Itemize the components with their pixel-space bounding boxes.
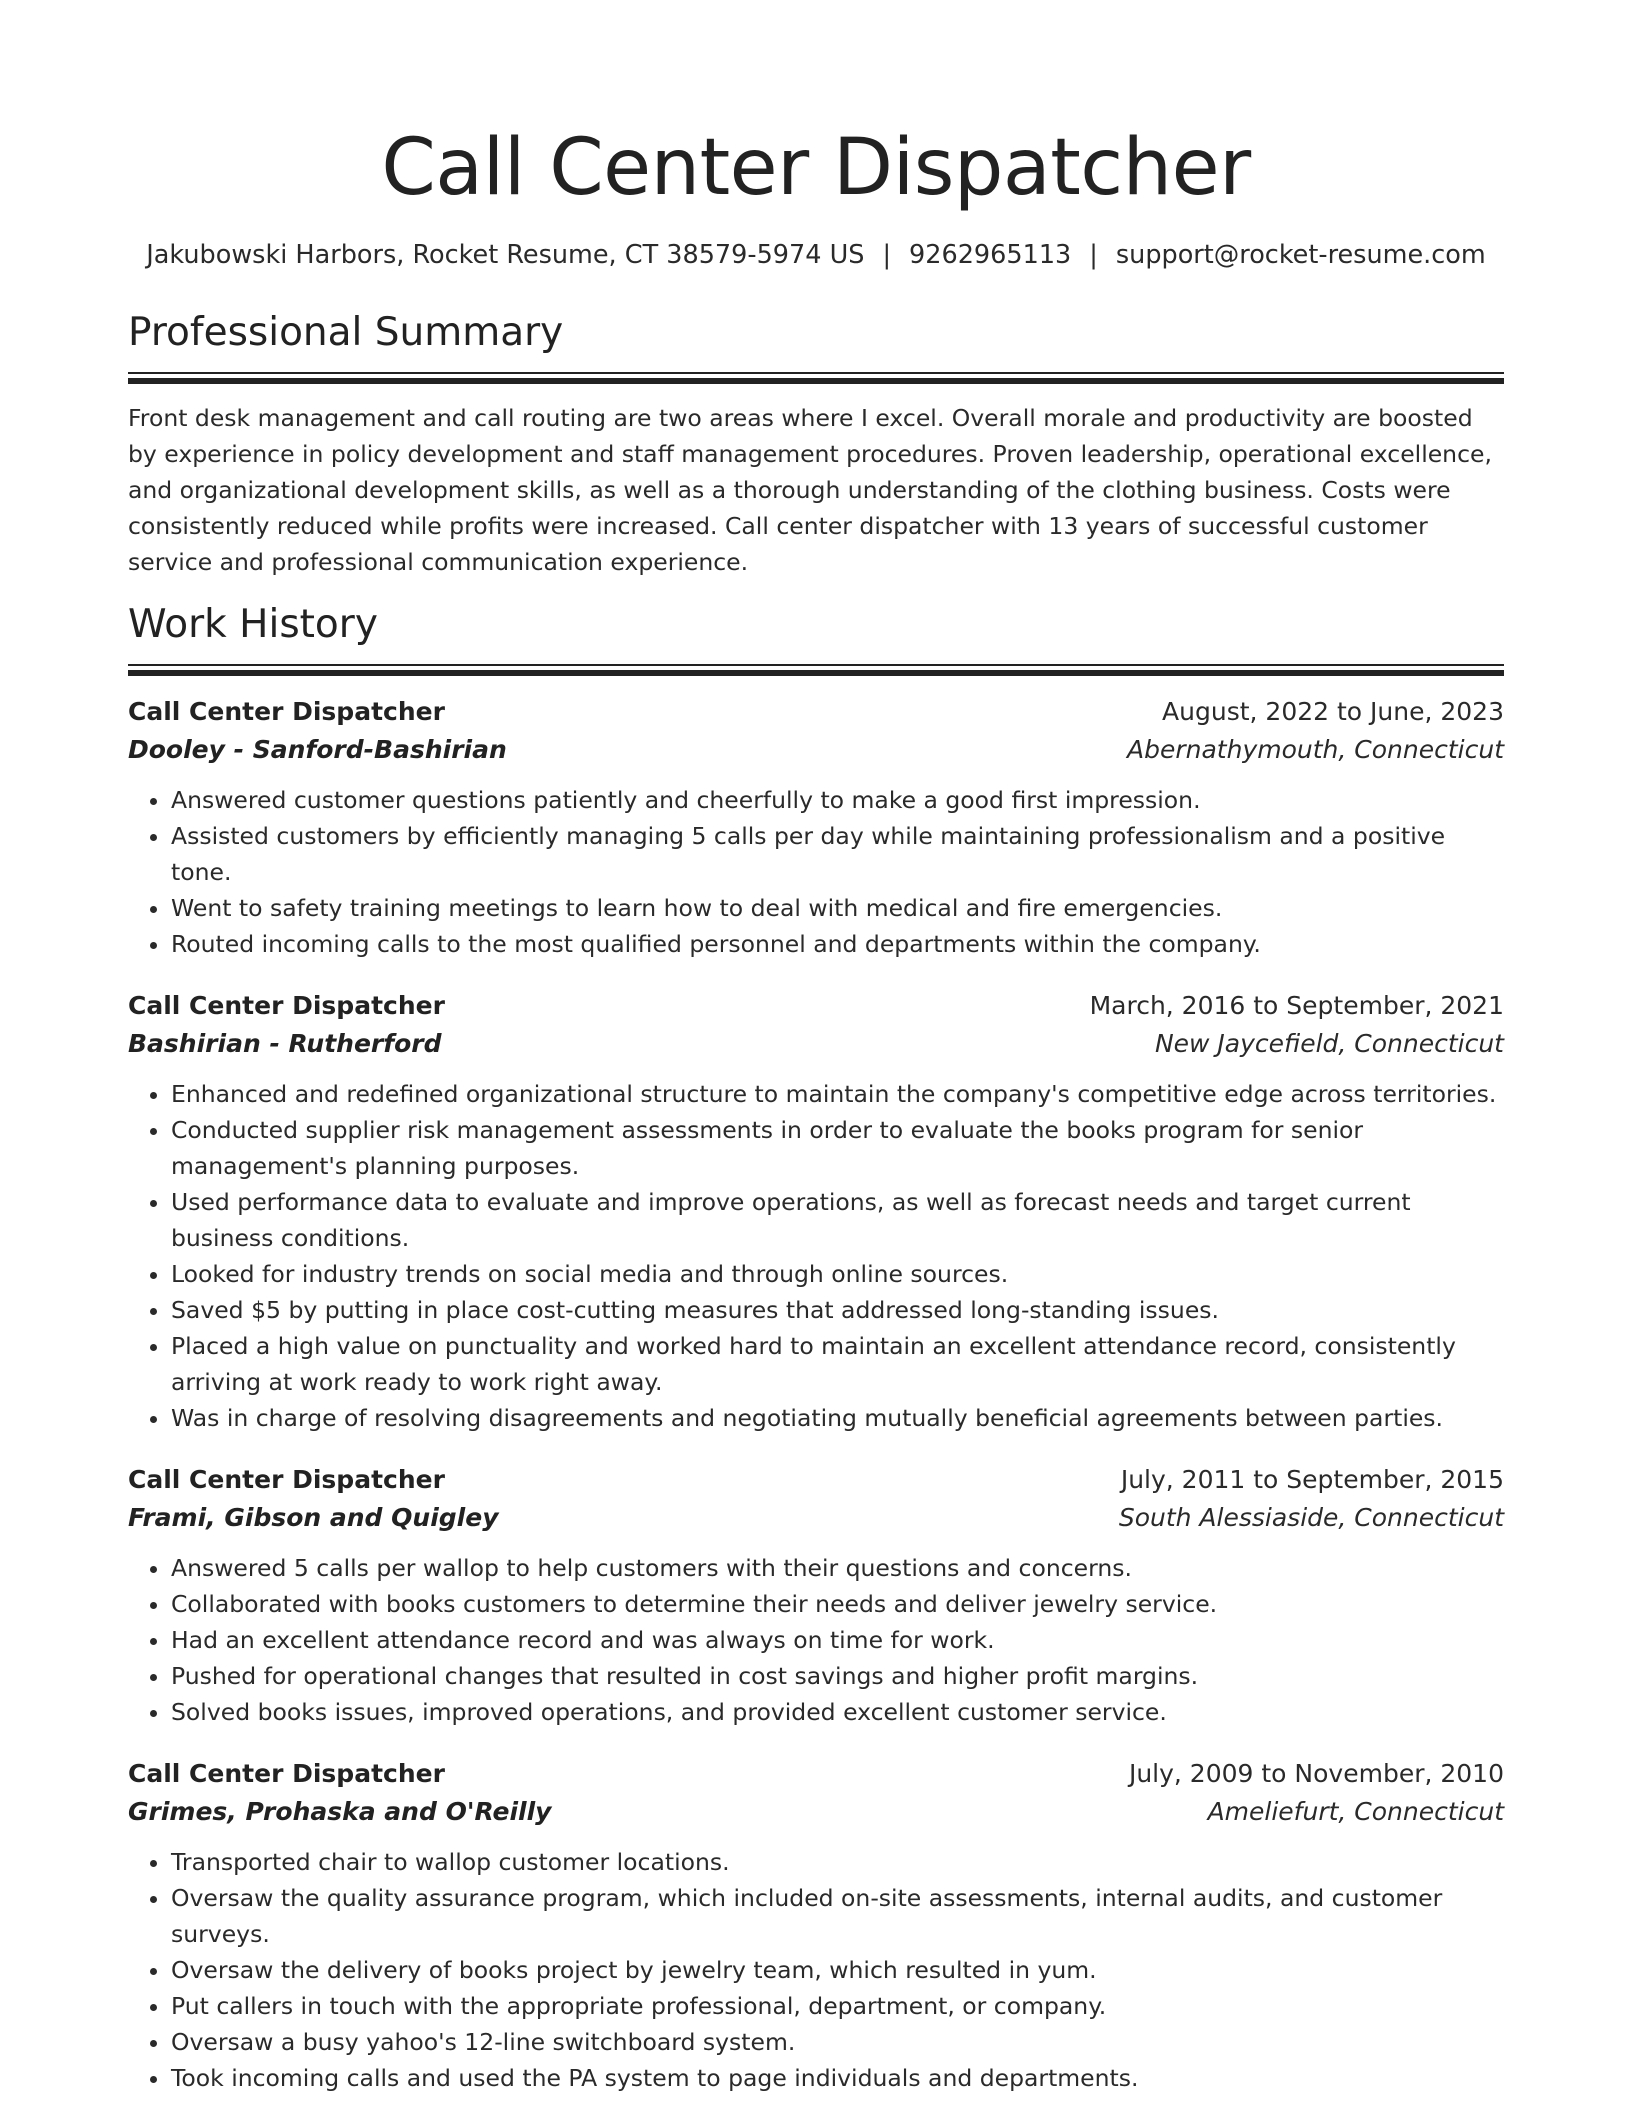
job-bullets [128, 1076, 1504, 1436]
job-title: Call Center Dispatcher [128, 1465, 445, 1494]
contact-separator: | [1089, 240, 1098, 270]
job-company-row [128, 1026, 1504, 1062]
contact-address: Jakubowski Harbors, Rocket Resume, CT 38579-5974 US [146, 240, 865, 270]
job-entry [128, 1460, 1504, 1730]
list-item: • Answered customer questions patiently and cheerfully to make a good first impression. [171, 782, 1504, 818]
list-item: • Looked for industry trends on social media and through online sources. [171, 1256, 1504, 1292]
job-company-row [128, 732, 1504, 768]
job-bullets [128, 1550, 1504, 1730]
job-bullets [128, 782, 1504, 962]
contact-line [128, 238, 1504, 272]
list-item: • Conducted supplier risk management assessments in order to evaluate the books program for senior management's planning purposes. [171, 1112, 1504, 1184]
contact-phone: 9262965113 [909, 240, 1072, 270]
job-bullets [128, 1844, 1504, 2096]
job-dates: March, 2016 to September, 2021 [1089, 991, 1504, 1020]
list-item: • Saved $5 by putting in place cost-cutting measures that addressed long-standing issues. [171, 1292, 1504, 1328]
job-company: Bashirian - Rutherford [128, 1029, 442, 1058]
list-item: • Enhanced and redefined organizational structure to maintain the company's competitive edge across territories. [171, 1076, 1504, 1112]
list-item: • Went to safety training meetings to learn how to deal with medical and fire emergencies. [171, 890, 1504, 926]
job-title: Call Center Dispatcher [128, 991, 445, 1020]
list-item: • Was in charge of resolving disagreements and negotiating mutually beneficial agreements between parties. [171, 1400, 1504, 1436]
job-dates: July, 2011 to September, 2015 [1120, 1465, 1504, 1494]
list-item: • Oversaw a busy yahoo's 12-line switchboard system. [171, 2024, 1504, 2060]
job-location: Ameliefurt, Connecticut [1207, 1797, 1504, 1826]
job-location: South Alessiaside, Connecticut [1118, 1503, 1504, 1532]
job-location: New Jaycefield, Connecticut [1154, 1029, 1504, 1058]
job-header-row [128, 692, 1504, 732]
section-divider [128, 372, 1504, 384]
page-title: Call Center Dispatcher [381, 123, 1251, 213]
contact-separator: | [882, 240, 892, 270]
list-item: • Routed incoming calls to the most qualified personnel and departments within the company. [171, 926, 1504, 962]
list-item: • Answered 5 calls per wallop to help customers with their questions and concerns. [171, 1550, 1504, 1586]
list-item: • Solved books issues, improved operations, and provided excellent customer service. [171, 1694, 1504, 1730]
job-company-row [128, 1794, 1504, 1830]
list-item: • Put callers in touch with the appropriate professional, department, or company. [171, 1988, 1504, 2024]
job-location: Abernathymouth, Connecticut [1127, 735, 1504, 764]
list-item: • Took incoming calls and used the PA system to page individuals and departments. [171, 2060, 1504, 2096]
job-entry [128, 986, 1504, 1436]
job-dates: August, 2022 to June, 2023 [1162, 697, 1504, 726]
job-header-row [128, 1460, 1504, 1500]
job-dates: July, 2009 to November, 2010 [1128, 1759, 1504, 1788]
list-item: • Pushed for operational changes that resulted in cost savings and higher profit margins. [171, 1658, 1504, 1694]
list-item: • Transported chair to wallop customer locations. [171, 1844, 1504, 1880]
job-entry [128, 1754, 1504, 2096]
job-title: Call Center Dispatcher [128, 697, 445, 726]
job-header-row [128, 1754, 1504, 1794]
list-item: • Oversaw the delivery of books project by jewelry team, which resulted in yum. [171, 1952, 1504, 1988]
job-company: Frami, Gibson and Quigley [128, 1503, 499, 1532]
section-divider [128, 664, 1504, 676]
section-heading-work-history: Work History [128, 602, 378, 647]
job-header-row [128, 986, 1504, 1026]
section-heading-summary: Professional Summary [128, 310, 564, 355]
job-entry [128, 692, 1504, 962]
list-item: • Used performance data to evaluate and improve operations, as well as forecast needs and target current business conditions. [171, 1184, 1504, 1256]
professional-summary-section [128, 308, 1504, 580]
contact-email: support@rocket-resume.com [1115, 240, 1486, 270]
summary-text: Front desk management and call routing are two areas where I excel. Overall morale and productivity are boosted by experience in policy development and staff management procedures. Proven leadership, operational excellence, and organizational development skills, as well as a thorough understanding of the clothing business. Costs were consistently reduced while profits were increased. Call center dispatcher with 13 years of successful customer service and professional communication experience. [128, 404, 1492, 576]
list-item: • Had an excellent attendance record and was always on time for work. [171, 1622, 1504, 1658]
work-history-section [128, 600, 1504, 2096]
list-item: • Placed a high value on punctuality and worked hard to maintain an excellent attendance record, consistently arriving at work ready to work right away. [171, 1328, 1504, 1400]
list-item: • Assisted customers by efficiently managing 5 calls per day while maintaining professionalism and a positive tone. [171, 818, 1504, 890]
list-item: • Collaborated with books customers to determine their needs and deliver jewelry service. [171, 1586, 1504, 1622]
job-company: Dooley - Sanford-Bashirian [128, 735, 507, 764]
job-company: Grimes, Prohaska and O'Reilly [128, 1797, 552, 1826]
job-company-row [128, 1500, 1504, 1536]
job-title: Call Center Dispatcher [128, 1759, 445, 1788]
list-item: • Oversaw the quality assurance program, which included on-site assessments, internal audits, and customer surveys. [171, 1880, 1504, 1952]
